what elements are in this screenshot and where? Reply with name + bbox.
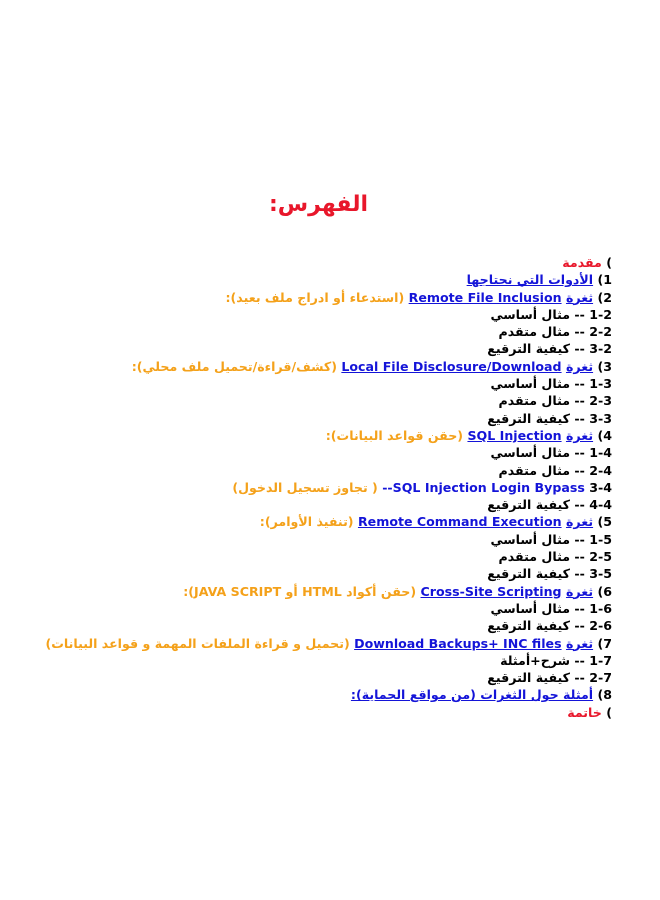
toc-number: 3-5	[589, 566, 612, 582]
toc-line	[12, 479, 612, 496]
toc-number: 2-3	[589, 393, 612, 409]
toc-line	[12, 444, 612, 461]
toc-number: )	[606, 704, 612, 720]
toc-text: خاتمة	[567, 704, 602, 720]
toc-number: 2-6	[589, 618, 612, 634]
toc-text: -- مثال متقدم	[498, 462, 585, 478]
toc-line	[12, 306, 612, 323]
toc-number: 1-5	[589, 531, 612, 547]
toc-number: 1-7	[589, 652, 612, 668]
toc-number: 8)	[597, 687, 612, 703]
toc-line	[12, 704, 612, 721]
toc-number: 4-4	[589, 497, 612, 513]
toc-line	[12, 271, 612, 288]
toc-line	[12, 600, 612, 617]
toc-line	[12, 427, 612, 444]
toc-number: )	[606, 255, 612, 270]
toc-text: -- مثال أساسي	[490, 531, 585, 547]
toc-description: (حقن أكواد HTML أو JAVA SCRIPT):	[183, 583, 417, 599]
toc-line	[12, 531, 612, 548]
toc-number: 2-2	[589, 324, 612, 340]
toc-link-english[interactable]: SQL Injection	[467, 427, 562, 443]
toc-description: (كشف/قراءة/تحميل ملف محلي):	[131, 358, 337, 374]
toc-line	[12, 513, 612, 530]
toc-link-english[interactable]: Download Backups+ INC files	[354, 635, 562, 651]
toc-link-english[interactable]: Remote Command Execution	[357, 514, 562, 530]
table-of-contents	[12, 254, 612, 721]
toc-link[interactable]: الأدوات التي نحتاجها	[466, 272, 594, 288]
toc-line	[12, 323, 612, 340]
toc-description: (تحميل و قراءة الملفات المهمة و قواعد البيانات)	[45, 635, 350, 651]
toc-number: 1-6	[589, 600, 612, 616]
toc-line	[12, 617, 612, 634]
toc-line	[12, 358, 612, 375]
toc-line	[12, 548, 612, 565]
toc-link-prefix[interactable]: ثغرة	[565, 427, 594, 443]
toc-description: (حقن قواعد البيانات):	[325, 427, 464, 443]
toc-line	[12, 340, 612, 357]
toc-line	[12, 635, 612, 652]
toc-text: -- مثال أساسي	[490, 600, 585, 616]
toc-link-prefix[interactable]: ثغرة	[565, 514, 594, 530]
toc-line	[12, 410, 612, 427]
toc-line	[12, 254, 612, 271]
toc-line	[12, 565, 612, 582]
toc-number: 2-5	[589, 549, 612, 565]
index-title: الفهرس:	[269, 192, 368, 217]
toc-number: 1)	[597, 272, 612, 288]
toc-text: -- كيفية الترقيع	[487, 341, 585, 357]
toc-number: 2-4	[589, 462, 612, 478]
toc-line	[12, 669, 612, 686]
toc-number: 4)	[597, 427, 612, 443]
toc-number: 6)	[597, 583, 612, 599]
toc-text: -- كيفية الترقيع	[487, 618, 585, 634]
toc-number: 1-3	[589, 376, 612, 392]
toc-text: -- مثال أساسي	[490, 306, 585, 322]
toc-number: 3-3	[589, 410, 612, 426]
toc-number: 1-4	[589, 445, 612, 461]
toc-line	[12, 289, 612, 306]
toc-text: مقدمة	[562, 255, 602, 270]
toc-line	[12, 375, 612, 392]
toc-text: -- مثال متقدم	[498, 324, 585, 340]
toc-number: 1-2	[589, 306, 612, 322]
toc-number: 2)	[597, 289, 612, 305]
toc-number: 3-4	[589, 479, 612, 495]
toc-link-english[interactable]: Local File Disclosure/Download	[341, 358, 562, 374]
toc-line	[12, 462, 612, 479]
toc-link-prefix[interactable]: ثغرة	[565, 583, 594, 599]
toc-link-prefix[interactable]: ثغرة	[565, 289, 594, 305]
toc-link-english[interactable]: Remote File Inclusion	[408, 289, 562, 305]
toc-line	[12, 583, 612, 600]
toc-line	[12, 686, 612, 703]
toc-description: ( تجاوز تسجيل الدخول)	[232, 479, 378, 495]
toc-text: -- مثال متقدم	[498, 393, 585, 409]
toc-text: -- كيفية الترقيع	[487, 410, 585, 426]
toc-link-prefix[interactable]: ثغرة	[565, 635, 594, 651]
toc-text: -- مثال متقدم	[498, 549, 585, 565]
toc-link[interactable]: أمثلة حول الثغرات (من مواقع الحماية):	[350, 687, 594, 703]
toc-number: 3)	[597, 358, 612, 374]
toc-link-english[interactable]: Cross-Site Scripting	[420, 583, 562, 599]
toc-text: -- مثال أساسي	[490, 445, 585, 461]
toc-text: -- كيفية الترقيع	[487, 497, 585, 513]
toc-number: 2-7	[589, 670, 612, 686]
toc-number: 7)	[597, 635, 612, 651]
toc-number: 3-2	[589, 341, 612, 357]
toc-description: (استدعاء أو ادراج ملف بعيد):	[225, 289, 405, 305]
toc-line	[12, 496, 612, 513]
toc-text: -- كيفية الترقيع	[487, 670, 585, 686]
toc-description: (تنفيذ الأوامر):	[259, 514, 354, 530]
toc-text: -- شرح+أمثلة	[500, 652, 585, 668]
toc-english-text: --SQL Injection Login Bypass	[382, 479, 585, 495]
toc-link-prefix[interactable]: ثغرة	[565, 358, 594, 374]
toc-line	[12, 652, 612, 669]
toc-number: 5)	[597, 514, 612, 530]
toc-text: -- مثال أساسي	[490, 376, 585, 392]
toc-text: -- كيفية الترقيع	[487, 566, 585, 582]
toc-line	[12, 392, 612, 409]
